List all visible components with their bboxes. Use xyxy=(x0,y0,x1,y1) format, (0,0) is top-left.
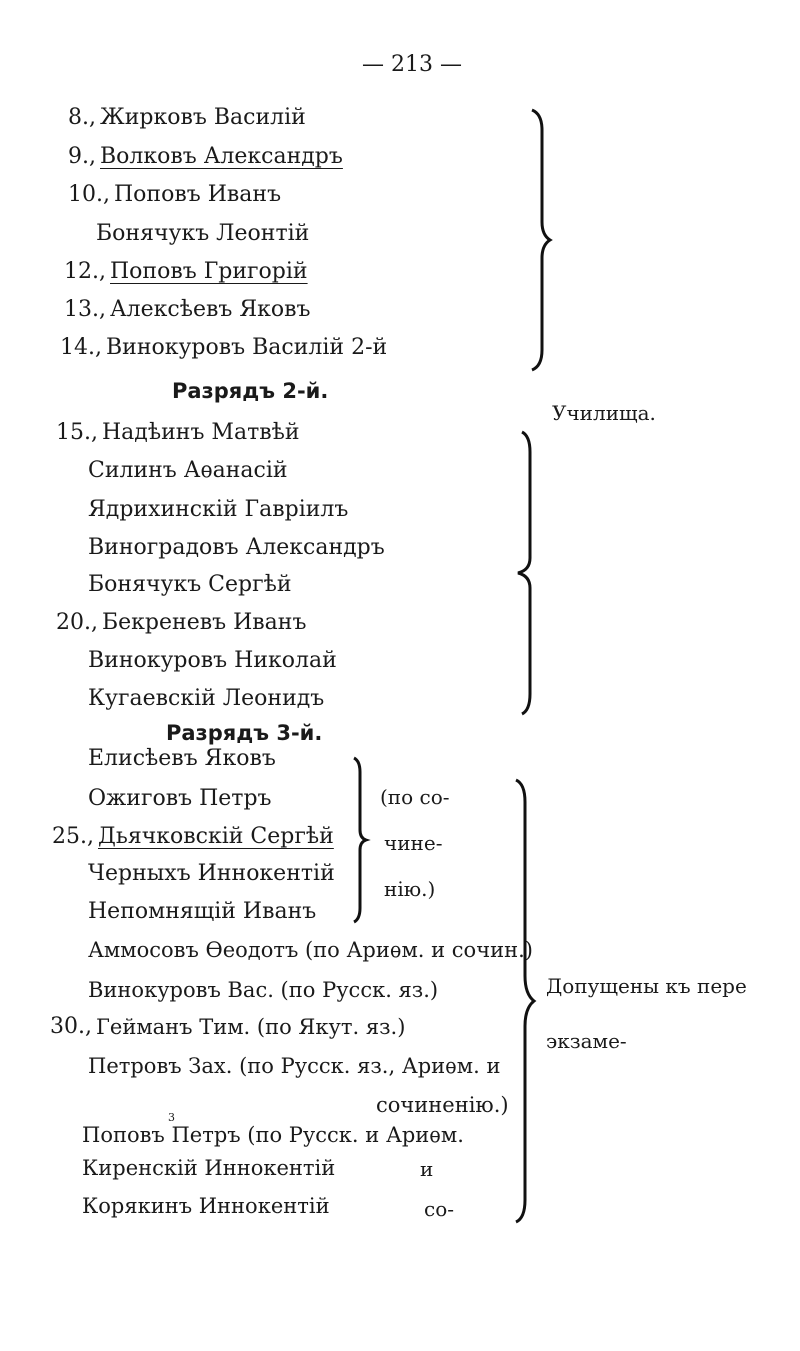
brace-essay xyxy=(352,758,372,922)
row-number: 8., xyxy=(68,105,96,130)
admitted-line: экзаме- xyxy=(546,1029,627,1053)
student-name: Елисѣевъ Яковъ xyxy=(88,746,276,771)
student-name: Черныхъ Иннокентій xyxy=(88,861,335,886)
student-name: Поповъ Иванъ xyxy=(114,182,282,207)
student-name: Ожиговъ Петръ xyxy=(88,786,272,811)
student-name: Дьячковскій Сергѣй xyxy=(98,824,334,849)
row-number: 25., xyxy=(52,824,94,849)
row-number: 30., xyxy=(50,1014,92,1039)
brace-group1 xyxy=(528,110,558,370)
student-name: Винокуровъ Василій 2-й xyxy=(106,335,388,360)
student-name: Винокуровъ Вас. (по Русск. яз.) xyxy=(88,978,439,1002)
note-line: нію.) xyxy=(384,877,436,901)
page-number: — 213 — xyxy=(362,52,462,77)
student-name: Киренскій Иннокентій xyxy=(82,1156,336,1180)
trailing-word: и xyxy=(420,1157,434,1181)
student-name: Аммосовъ Ѳеодотъ (по Ариѳм. и сочин.) xyxy=(88,938,533,962)
student-name: Петровъ Зах. (по Русск. яз., Ариѳм. и xyxy=(88,1054,501,1078)
continuation-text: сочиненію.) xyxy=(376,1093,509,1117)
student-name: Корякинъ Иннокентій xyxy=(82,1194,330,1218)
rank3-heading: Разрядъ 3-й. xyxy=(166,721,323,745)
brace-admitted xyxy=(512,780,542,1222)
rank2-heading: Разрядъ 2-й. xyxy=(172,379,329,403)
student-name: Поповъ Григорій xyxy=(110,259,308,284)
student-name: Виноградовъ Александръ xyxy=(88,535,385,560)
student-name: Кугаевскій Леонидъ xyxy=(88,686,325,711)
student-name: Непомнящій Иванъ xyxy=(88,899,317,924)
student-name: Ядрихинскій Гавріилъ xyxy=(88,497,349,522)
student-name: Бонячукъ Леонтій xyxy=(96,221,310,246)
row-number: 13., xyxy=(64,297,106,322)
student-name: Винокуровъ Николай xyxy=(88,648,337,673)
student-name: Волковъ Александръ xyxy=(100,144,343,169)
student-name: Бонячукъ Сергѣй xyxy=(88,572,292,597)
student-name: Жирковъ Василій xyxy=(100,105,306,130)
student-name: Надѣинъ Матвѣй xyxy=(102,420,300,445)
student-name: Поповъ Петръ (по Русск. и Ариѳм. xyxy=(82,1123,464,1147)
row-number: 12., xyxy=(64,259,106,284)
student-name: Силинъ Аѳанасій xyxy=(88,458,288,483)
student-name: Алексѣевъ Яковъ xyxy=(110,297,311,322)
row-number: 10., xyxy=(68,182,110,207)
note-line: (по со- xyxy=(380,785,450,809)
row-number: 20., xyxy=(56,610,98,635)
admitted-line: Допущены къ пере xyxy=(546,974,747,998)
row-number: 15., xyxy=(56,420,98,445)
row-number: 14., xyxy=(60,335,102,360)
trailing-word: со- xyxy=(424,1197,454,1221)
school-label: Училища. xyxy=(552,401,656,425)
brace-rank2 xyxy=(518,432,548,714)
row-number: 9., xyxy=(68,144,96,169)
student-name: Бекреневъ Иванъ xyxy=(102,610,307,635)
student-name: Гейманъ Тим. (по Якут. яз.) xyxy=(96,1015,406,1039)
superscript-mark: 3 xyxy=(168,1111,175,1124)
note-line: чине- xyxy=(384,831,443,855)
